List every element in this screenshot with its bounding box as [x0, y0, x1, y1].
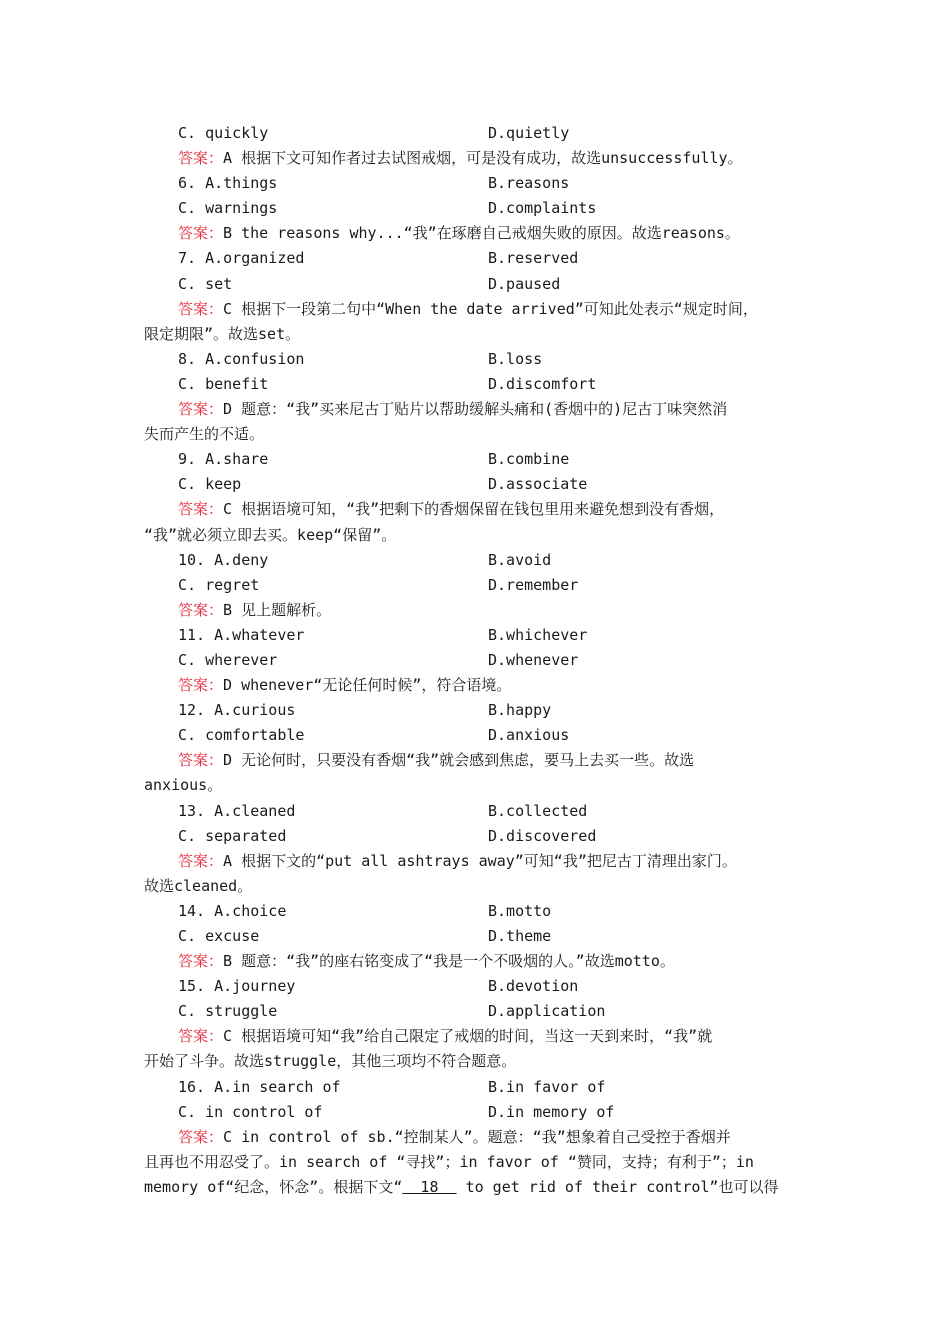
option-left: C. excuse: [178, 927, 260, 945]
answer-continuation: 失而产生的不适。: [144, 425, 265, 444]
answer-continuation: anxious。: [144, 776, 223, 795]
option-left: 15. A.journey: [178, 977, 296, 996]
question-options-row: [144, 272, 812, 297]
answer-label: 答案：: [178, 224, 224, 243]
answer-continuation: “我”就必须立即去买。keep“保留”。: [144, 525, 397, 544]
question-options-row: [144, 899, 812, 924]
question-options-row: [144, 472, 812, 497]
option-left: C. regret: [178, 575, 260, 594]
option-right: D.application: [488, 1002, 606, 1021]
option-right: B.whichever: [488, 625, 588, 644]
option-left: 8. A.confusion: [178, 349, 305, 368]
answer-text: C 根据语境可知“我”给自己限定了戒烟的时间，当这一天到来时，“我”就: [223, 1027, 713, 1046]
option-right: D.anxious: [488, 726, 570, 745]
question-options-row: [144, 799, 812, 824]
question-options-row: [144, 447, 812, 472]
option-left: 10. A.deny: [178, 550, 269, 569]
answer-continuation: 故选cleaned。: [144, 876, 253, 895]
option-left: C. separated: [178, 826, 287, 845]
answer-label: 答案：: [178, 751, 224, 770]
option-right: D.complaints: [488, 199, 597, 218]
answer-text: B the reasons why...“我”在琢磨自己戒烟失败的原因。故选reasons。: [223, 224, 740, 243]
answer-text: A 根据下文的“put all ashtrays away”可知“我”把尼古丁清理出家门。: [223, 851, 737, 870]
option-left: C. set: [178, 274, 233, 293]
option-left: 16. A.in search of: [178, 1077, 341, 1096]
question-options-row: [144, 698, 812, 723]
answer-label: 答案：: [178, 149, 224, 168]
option-right: B.reasons: [488, 174, 570, 193]
question-options-row: [144, 924, 812, 949]
answer-label: 答案：: [178, 676, 224, 695]
option-right: D.whenever: [488, 650, 579, 669]
answer-label: 答案：: [178, 400, 224, 419]
answer-label: 答案：: [178, 500, 224, 519]
option-right: D.remember: [488, 575, 579, 594]
option-right: B.devotion: [488, 977, 579, 996]
answer-text: A 根据下文可知作者过去试图戒烟，可是没有成功，故选unsuccessfully。: [223, 149, 743, 168]
answer-explanation: [144, 221, 812, 246]
option-left: 6. A.things: [178, 174, 278, 193]
answer-label: 答案：: [178, 1127, 224, 1146]
answer-key-content: [144, 121, 812, 1200]
answer-explanation: [144, 949, 812, 974]
option-right: D.paused: [488, 274, 561, 293]
answer-continuation: 开始了斗争。故选struggle，其他三项均不符合题意。: [144, 1052, 517, 1071]
option-right: B.happy: [488, 701, 552, 720]
answer-explanation: [144, 673, 812, 698]
answer-text: B 题意：“我”的座右铭变成了“我是一个不吸烟的人。”故选motto。: [223, 952, 675, 971]
option-right: D.quietly: [488, 124, 570, 142]
question-options-row: [144, 347, 812, 372]
answer-continuation: 限定期限”。故选set。: [144, 324, 301, 343]
question-options-row: [144, 548, 812, 573]
option-right: D.theme: [488, 927, 552, 945]
answer-label: 答案：: [178, 600, 224, 619]
option-right: B.loss: [488, 349, 543, 368]
question-options-row: [144, 121, 812, 146]
option-left: 14. A.choice: [178, 901, 287, 920]
answer-text: D whenever“无论任何时候”，符合语境。: [223, 676, 512, 695]
option-left: 12. A.curious: [178, 701, 296, 720]
answer-text: C 根据下一段第二句中“When the date arrived”可知此处表示“规定时间，: [223, 299, 758, 318]
option-right: B.avoid: [488, 550, 552, 569]
option-left: C. struggle: [178, 1002, 278, 1021]
question-options-row: [144, 824, 812, 849]
option-right: D.discomfort: [488, 374, 597, 393]
answer-explanation: [144, 397, 812, 422]
answer-explanation: [144, 146, 812, 171]
option-left: C. benefit: [178, 374, 269, 393]
option-left: 9. A.share: [178, 450, 269, 469]
answer-text: B 见上题解析。: [223, 600, 332, 619]
question-options-row: [144, 974, 812, 999]
option-left: 7. A.organized: [178, 249, 305, 268]
option-left: C. keep: [178, 475, 242, 494]
answer-explanation: [144, 1024, 812, 1049]
option-right: B.motto: [488, 901, 552, 920]
answer-explanation: [144, 748, 812, 773]
question-options-row: [144, 171, 812, 196]
question-options-row: [144, 999, 812, 1024]
option-right: D.associate: [488, 475, 588, 494]
option-left: C. quickly: [178, 124, 269, 142]
question-options-row: [144, 1075, 812, 1100]
answer-continuation: [144, 1175, 812, 1200]
answer-explanation: [144, 297, 812, 322]
answer-label: 答案：: [178, 851, 224, 870]
answer-text: C in control of sb.“控制某人”。题意：“我”想象着自己受控于香烟并: [223, 1127, 731, 1146]
question-options-row: [144, 372, 812, 397]
option-right: B.collected: [488, 801, 588, 820]
option-left: 13. A.cleaned: [178, 801, 296, 820]
question-options-row: [144, 1100, 812, 1125]
question-options-row: [144, 623, 812, 648]
option-left: 11. A.whatever: [178, 625, 305, 644]
answer-explanation: [144, 1125, 812, 1150]
option-right: D.in memory of: [488, 1102, 615, 1121]
option-right: B.combine: [488, 450, 570, 469]
answer-text: D 题意：“我”买来尼古丁贴片以帮助缓解头痛和(香烟中的)尼古丁味突然消: [223, 400, 728, 419]
answer-text: D 无论何时，只要没有香烟“我”就会感到焦虑，要马上去买一些。故选: [223, 751, 695, 770]
option-right: B.in favor of: [488, 1077, 606, 1096]
question-options-row: [144, 723, 812, 748]
answer-label: 答案：: [178, 299, 224, 318]
answer-text: C 根据语境可知，“我”把剩下的香烟保留在钱包里用来避免想到没有香烟，: [223, 500, 725, 519]
option-left: C. warnings: [178, 199, 278, 218]
answer-continuation: 且再也不用忍受了。in search of “寻找”；in favor of “赞同，支持；有利于”；in: [144, 1152, 754, 1171]
option-right: D.discovered: [488, 826, 597, 845]
option-left: C. comfortable: [178, 726, 305, 745]
option-left: C. wherever: [178, 650, 278, 669]
blank-number: 18: [402, 1177, 457, 1196]
continuation-text: memory of“纪念，怀念”。根据下文“: [144, 1177, 403, 1196]
answer-explanation: [144, 598, 812, 623]
answer-label: 答案：: [178, 1027, 224, 1046]
answer-label: 答案：: [178, 952, 224, 971]
question-options-row: [144, 196, 812, 221]
question-options-row: [144, 648, 812, 673]
answer-explanation: [144, 849, 812, 874]
option-right: B.reserved: [488, 249, 579, 268]
option-left: C. in control of: [178, 1102, 323, 1121]
answer-explanation: [144, 497, 812, 522]
question-options-row: [144, 573, 812, 598]
question-options-row: [144, 246, 812, 271]
continuation-text: to get rid of their control”也可以得: [456, 1177, 779, 1196]
